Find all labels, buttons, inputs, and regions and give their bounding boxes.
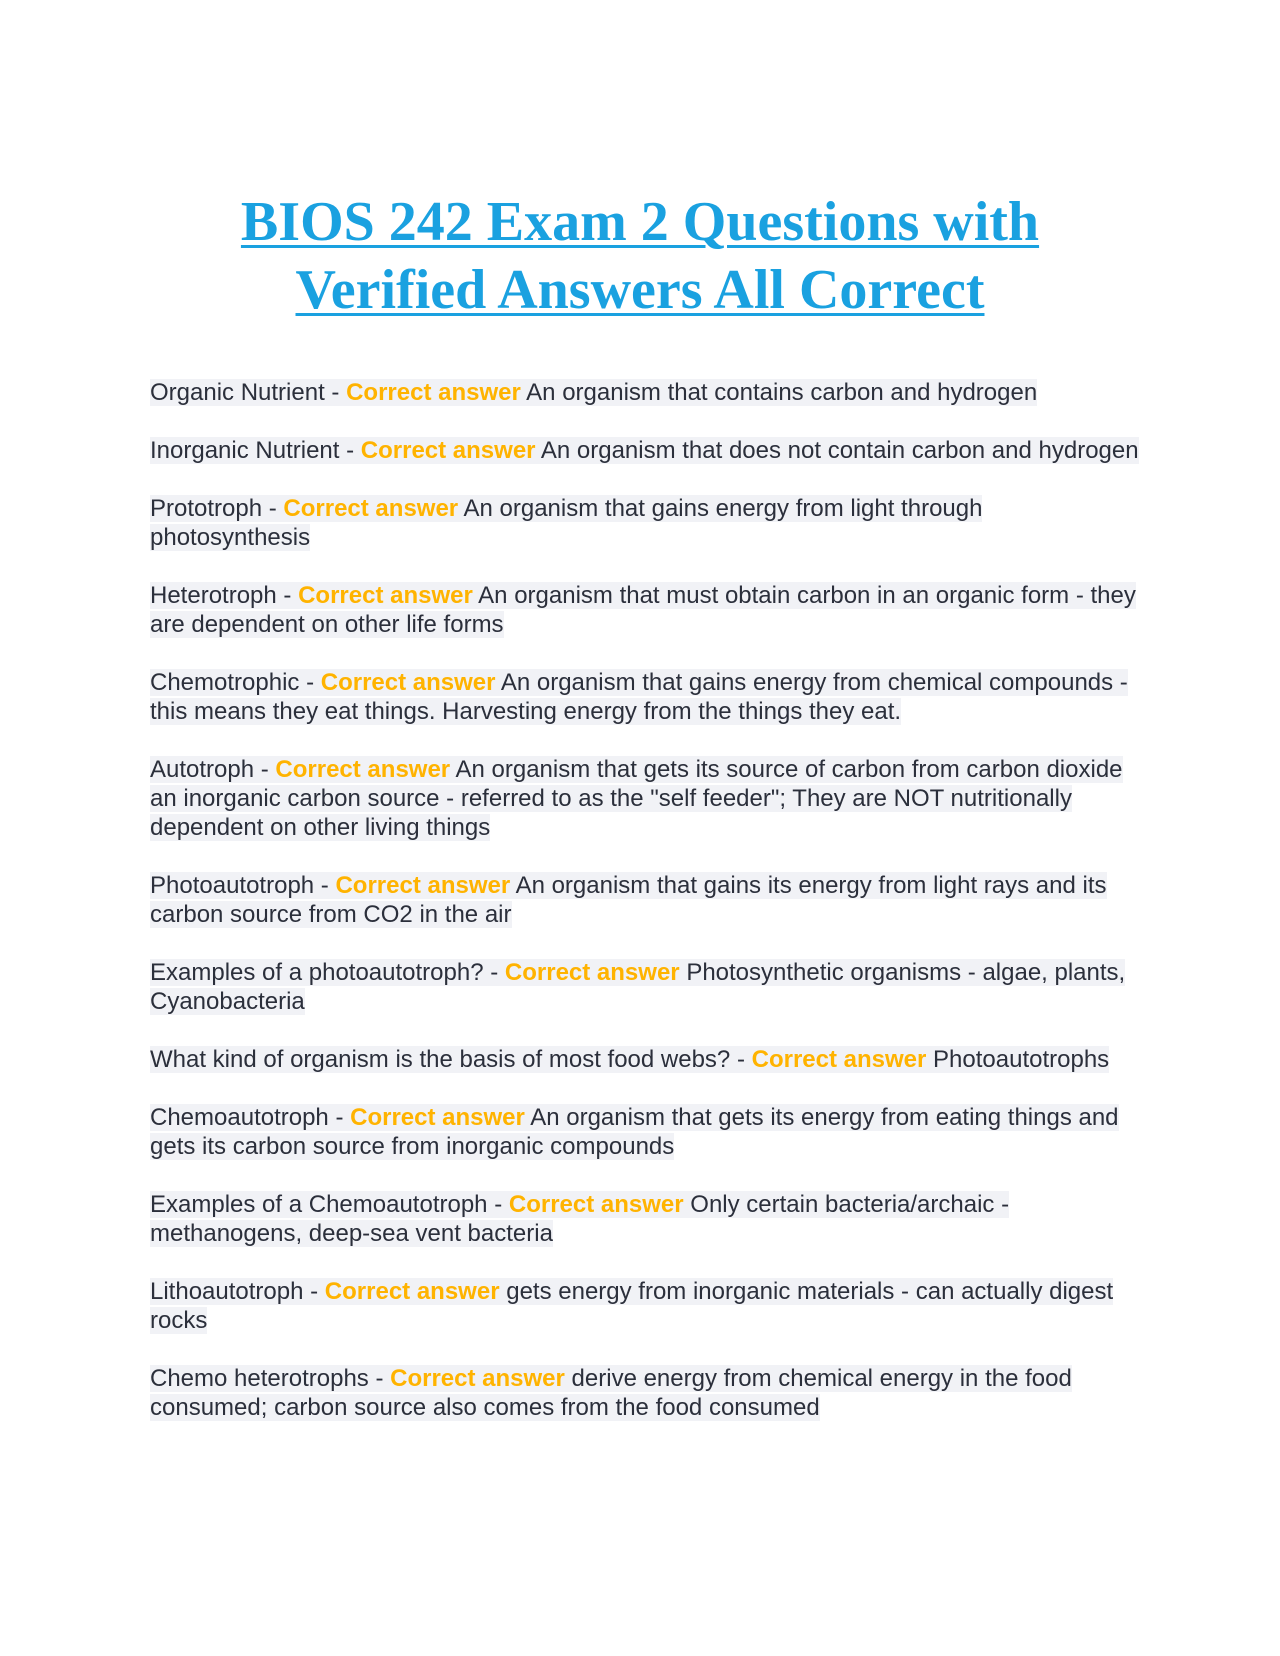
answer-text: Photoautotrophs (933, 1046, 1110, 1073)
qa-item (150, 958, 1140, 1016)
question-term: Examples of a photoautotroph? (150, 959, 484, 986)
correct-answer-label: Correct answer (335, 872, 511, 899)
correct-answer-label: Correct answer (275, 756, 451, 783)
question-term: Lithoautotroph (150, 1278, 304, 1305)
correct-answer-label: Correct answer (390, 1365, 565, 1392)
qa-item (150, 668, 1140, 726)
answer-text: An organism that gains energy from chemical compounds - this means they eat things. Harvesting energy from the things they eat. (150, 669, 1128, 725)
separator: - (303, 1278, 325, 1305)
separator: - (314, 872, 336, 899)
question-term: Photoautotroph (150, 872, 315, 899)
question-term: Chemoautotroph (150, 1104, 329, 1131)
answer-text: An organism that must obtain carbon in an organic form - they are dependent on other life forms (150, 582, 1136, 638)
separator: - (730, 1046, 752, 1073)
qa-item (150, 494, 1140, 552)
qa-item-text (150, 582, 1136, 638)
qa-item (150, 1364, 1140, 1422)
qa-item-text (150, 1365, 1072, 1421)
correct-answer-label: Correct answer (324, 1278, 500, 1305)
separator: - (299, 669, 321, 696)
separator: - (487, 1191, 509, 1218)
question-term: Prototroph (150, 495, 263, 522)
separator: - (483, 959, 505, 986)
question-term: Heterotroph (150, 582, 277, 609)
qa-item-text (150, 1191, 1009, 1247)
answer-text: An organism that gains its energy from light rays and its carbon source from CO2 in the air (150, 872, 1107, 928)
title-line-2: Verified Answers All Correct (295, 259, 985, 321)
qa-item (150, 436, 1140, 465)
correct-answer-label: Correct answer (504, 959, 680, 986)
qa-item (150, 871, 1140, 929)
qa-item-text (150, 669, 1128, 725)
answer-text: Photosynthetic organisms - algae, plants, Cyanobacteria (150, 959, 1126, 1015)
qa-item (150, 1277, 1140, 1335)
answer-text: An organism that contains carbon and hydrogen (526, 379, 1038, 406)
separator: - (324, 379, 347, 406)
qa-item-text (150, 1104, 1119, 1160)
correct-answer-label: Correct answer (283, 495, 459, 522)
qa-item-text (150, 756, 1123, 841)
correct-answer-label: Correct answer (346, 379, 521, 406)
question-term: Chemo heterotrophs (150, 1365, 369, 1392)
qa-item (150, 1190, 1140, 1248)
qa-item-text (150, 1278, 1113, 1334)
qa-list (150, 378, 1140, 1451)
qa-item (150, 755, 1140, 842)
separator: - (339, 437, 361, 464)
question-term: What kind of organism is the basis of most food webs? (150, 1046, 731, 1073)
answer-text: derive energy from chemical energy in the food consumed; carbon source also comes from the food consumed (150, 1365, 1072, 1421)
question-term: Inorganic Nutrient (150, 437, 340, 464)
correct-answer-label: Correct answer (751, 1046, 927, 1073)
qa-item (150, 1103, 1140, 1161)
qa-item (150, 1045, 1140, 1074)
question-term: Autotroph (150, 756, 255, 783)
separator: - (276, 582, 299, 609)
qa-item-text (150, 872, 1107, 928)
document-title (150, 188, 1130, 324)
answer-text: An organism that gets its energy from eating things and gets its carbon source from inorganic compounds (150, 1104, 1119, 1160)
qa-item-text (150, 379, 1037, 406)
correct-answer-label: Correct answer (298, 582, 473, 609)
qa-item (150, 581, 1140, 639)
answer-text: An organism that gets its source of carbon from carbon dioxide an inorganic carbon source - referred to as the "self feeder"; They are NOT nutritionally dependent on other living things (150, 756, 1123, 841)
qa-item (150, 378, 1140, 407)
separator: - (368, 1365, 391, 1392)
separator: - (262, 495, 284, 522)
correct-answer-label: Correct answer (320, 669, 496, 696)
answer-text: gets energy from inorganic materials - can actually digest rocks (150, 1278, 1114, 1334)
qa-item-text (150, 495, 982, 551)
qa-item-text (150, 959, 1125, 1015)
separator: - (254, 756, 276, 783)
qa-item-text (150, 1046, 1109, 1073)
answer-text: An organism that does not contain carbon and hydrogen (540, 437, 1139, 464)
separator: - (328, 1104, 351, 1131)
answer-text: An organism that gains energy from light through photosynthesis (150, 495, 983, 551)
correct-answer-label: Correct answer (360, 437, 536, 464)
question-term: Organic Nutrient (150, 379, 325, 406)
correct-answer-label: Correct answer (350, 1104, 525, 1131)
answer-text: Only certain bacteria/archaic - methanogens, deep-sea vent bacteria (150, 1191, 1010, 1247)
question-term: Chemotrophic (150, 669, 300, 696)
question-term: Examples of a Chemoautotroph (150, 1191, 488, 1218)
correct-answer-label: Correct answer (508, 1191, 684, 1218)
title-line-1: BIOS 242 Exam 2 Questions with (240, 191, 1040, 253)
qa-item-text (150, 437, 1139, 464)
